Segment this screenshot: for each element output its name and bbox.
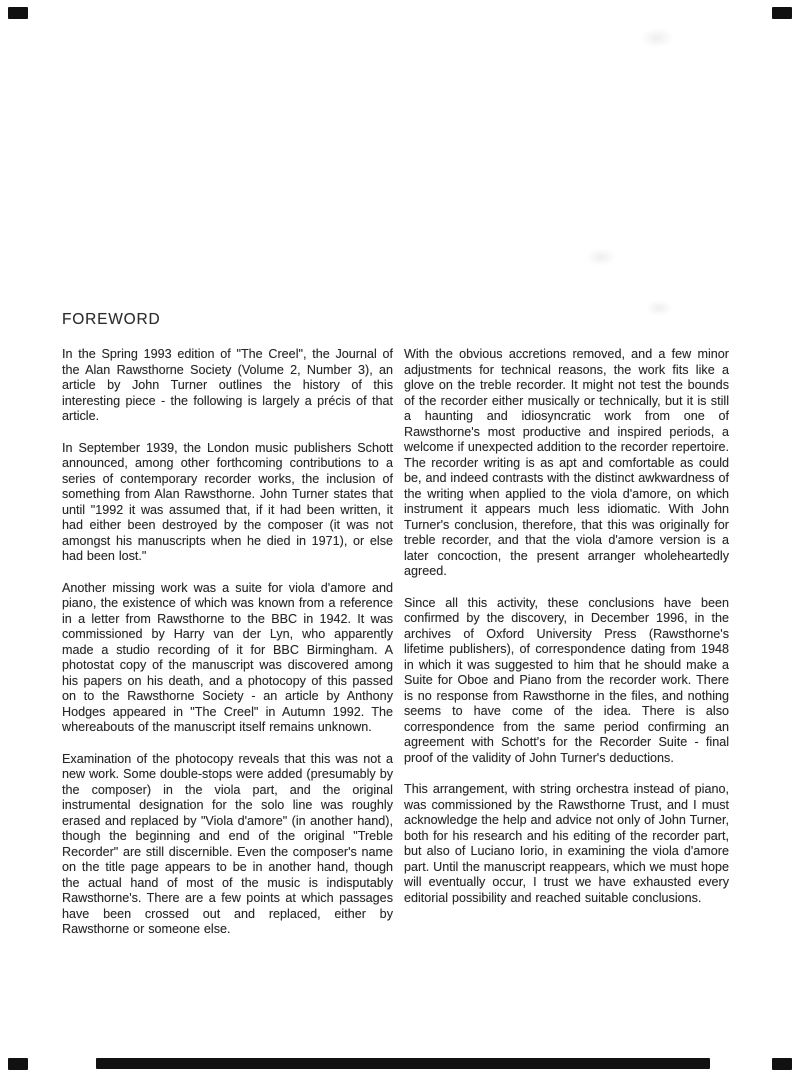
right-column: [404, 347, 729, 954]
scan-mark-top-left: [8, 7, 28, 19]
scan-smudge: [586, 248, 616, 266]
scan-smudge: [640, 28, 674, 48]
paragraph-photocopy-examination: Examination of the photocopy reveals that this was not a new work. Some double-stops were added (presumably by the composer) in the viola part, and the original instrumental designation for the solo line was roughly erased and replaced by "Viola d'amore" (in another hand), though the beginning and end of the original "Treble Recorder" are still discernible. Even the composer's name on the title page appears to be in another hand, though the actual hand of most of the music is indisputably Rawsthorne's. There are a few points at which passages have been crossed out and replaced, either by Rawsthorne or someone else.: [62, 751, 393, 936]
paragraph-intro: In the Spring 1993 edition of "The Creel", the Journal of the Alan Rawsthorne Society (Volume 2, Number 3), an article by John Turner outlines the history of this interesting piece - the following is largely a précis of that article.: [62, 347, 393, 423]
two-column-text-block: [62, 347, 729, 954]
scan-mark-bottom-left: [8, 1058, 28, 1070]
scan-bar-bottom-edge: [96, 1058, 710, 1069]
left-column: [62, 347, 393, 954]
paragraph-missing-work: Another missing work was a suite for viola d'amore and piano, the existence of which was known from a reference in a letter from Rawsthorne to the BBC in 1942. It was commissioned by Harry van der Lyn, who apparently made a studio recording of it for BBC Birmingham. A photostat copy of the manuscript was discovered among his papers on his death, and a photocopy of this passed on to the Rawsthorne Society - an article by Anthony Hodges appeared in "The Creel" in Autumn 1992. The whereabouts of the manuscript itself remains unknown.: [62, 580, 393, 734]
paragraph-oup-discovery: Since all this activity, these conclusions have been confirmed by the discovery, in December 1996, in the archives of Oxford University Press (Rawsthorne's lifetime publishers), of correspondence dating from 1948 in which it was suggested to him that he should make a Suite for Oboe and Piano from the recorder work. There is no response from Rawsthorne in the files, and nothing seems to have come of the idea. There is also correspondence from the same period confirming an agreement with Schott's for the Recorder Suite - final proof of the validity of John Turner's deductions.: [404, 595, 729, 765]
paragraph-recorder-writing: With the obvious accretions removed, and a few minor adjustments for technical reasons, the work fits like a glove on the treble recorder. It might not test the bounds of the recorder either musically or technically, but it is still a haunting and idiosyncratic work from one of Rawsthorne's most productive and inspired periods, a welcome if unexpected addition to the recorder repertoire. The recorder writing is as apt and comfortable as could be, and indeed contrasts with the distinct awkwardness of the writing when applied to the viola d'amore, on which instrument it appears much less idiomatic. With John Turner's conclusion, therefore, that this was originally for treble recorder, and that the viola d'amore version is a later concoction, the present arranger wholeheartedly agreed.: [404, 347, 729, 578]
scan-mark-top-right: [772, 7, 792, 19]
scan-smudge: [646, 300, 672, 316]
paragraph-schott-1939: In September 1939, the London music publishers Schott announced, among other forthcoming contributions to a series of contemporary recorder works, the inclusion of something from Alan Rawsthorne. John Turner states that until "1992 it was assumed that, if it had been written, it had either been destroyed by the composer (it was not amongst his manuscripts when he died in 1971), or else had been lost.": [62, 440, 393, 563]
paragraph-arrangement-credits: This arrangement, with string orchestra instead of piano, was commissioned by the Rawsthorne Trust, and I must acknowledge the help and advice not only of John Turner, both for his research and his editing of the recorder part, but also of Luciano Iorio, in examining the viola d'amore part. Until the manuscript reappears, which we must hope will eventually occur, I trust we have exhausted every editorial possibility and reached suitable conclusions.: [404, 782, 729, 905]
page-title: FOREWORD: [62, 311, 161, 328]
scan-mark-bottom-right: [772, 1058, 792, 1070]
